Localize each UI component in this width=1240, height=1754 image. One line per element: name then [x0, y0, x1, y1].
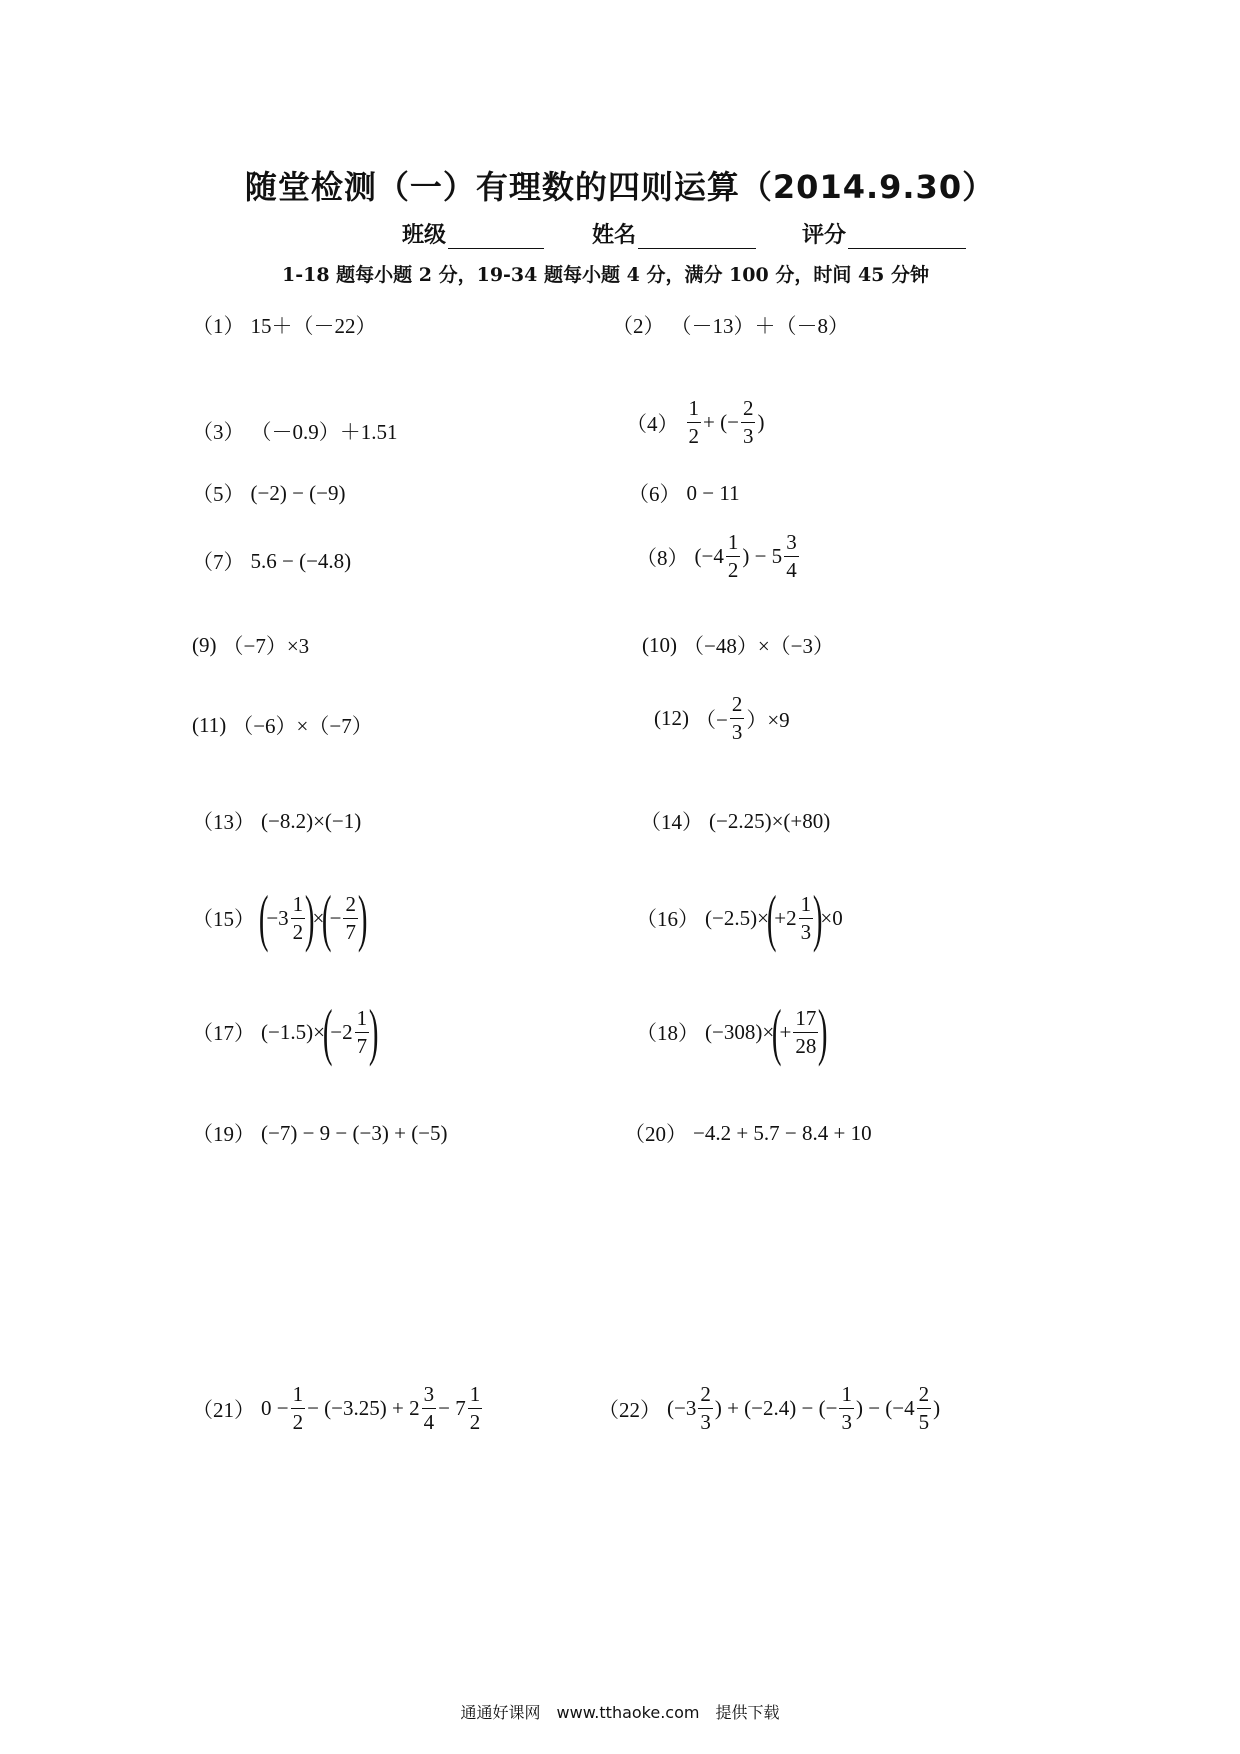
expression-part: ）×9 — [746, 707, 790, 732]
problem-13 — [192, 806, 361, 836]
problem-22 — [598, 1384, 940, 1433]
name-blank[interactable] — [638, 224, 756, 249]
expression-part: − — [329, 905, 342, 930]
right-paren: ) — [812, 882, 823, 953]
left-paren: ( — [766, 882, 777, 953]
problem-number: （20） — [624, 1122, 687, 1146]
expression: （−48）×（−3） — [683, 634, 835, 658]
fraction: $\frac{2}{3}$ — [742, 396, 754, 448]
problem-11 — [192, 710, 373, 740]
expression: −4.2 + 5.7 − 8.4 + 10 — [693, 1120, 872, 1145]
problem-number: （21） — [192, 1397, 255, 1422]
problem-5 — [192, 478, 346, 508]
problem-number: （2） — [612, 314, 665, 338]
expression-part: ) − (−4 — [855, 1396, 915, 1420]
fraction: $\frac{3}{4}$ — [423, 1382, 435, 1434]
expression: (−2) − (−9) — [250, 480, 346, 505]
problem-2 — [612, 310, 849, 340]
fraction: $\frac{1}{2}$ — [292, 1382, 304, 1434]
problem-20 — [624, 1118, 872, 1148]
problem-number: （4） — [626, 411, 679, 436]
problem-number: （3） — [192, 420, 245, 444]
expression: (−8.2)×(−1) — [261, 808, 362, 833]
problem-17 — [192, 996, 379, 1067]
page-title: 随堂检测（一）有理数的四则运算（2014.9.30） — [244, 168, 996, 206]
expression-part: (−308)× — [705, 1019, 775, 1044]
name-label: 姓名 — [592, 223, 637, 248]
right-paren: ) — [305, 882, 315, 953]
expression-part: （− — [695, 707, 728, 732]
expression: 15＋（－22） — [250, 314, 377, 338]
problem-number: (11) — [192, 712, 227, 737]
left-paren: ( — [772, 996, 782, 1067]
problem-number: (12) — [654, 706, 689, 730]
expression: 5.6 − (−4.8) — [250, 548, 352, 573]
fraction: $\frac{1}{2}$ — [292, 891, 304, 944]
class-field — [402, 218, 544, 249]
problem-number: （22） — [598, 1397, 661, 1422]
fraction: $\frac{17}{28}$ — [795, 1005, 817, 1058]
fraction: $\frac{1}{2}$ — [469, 1382, 481, 1434]
problem-16 — [636, 882, 843, 953]
right-paren: ) — [368, 996, 379, 1067]
expression-part: (−2.5)× — [705, 905, 769, 930]
fraction: $\frac{1}{2}$ — [727, 530, 739, 582]
expression-part: (−1.5)× — [261, 1019, 325, 1044]
expression-part: ) + (−2.4) − (− — [714, 1396, 838, 1420]
problem-number: （7） — [192, 550, 245, 574]
problem-15 — [192, 882, 368, 953]
expression-part: 0 − — [261, 1396, 289, 1420]
problem-8 — [636, 532, 801, 581]
problem-18 — [636, 996, 828, 1067]
score-blank[interactable] — [848, 224, 966, 249]
expression: (−2.25)×(+80) — [709, 808, 831, 833]
problem-9 — [192, 630, 309, 660]
problem-number: （19） — [192, 1122, 255, 1146]
problem-12 — [654, 694, 790, 743]
problem-14 — [640, 806, 830, 836]
expression-part: ) − 5 — [742, 544, 783, 568]
problem-number: （16） — [636, 907, 699, 931]
name-field — [592, 218, 756, 249]
problem-number: （14） — [640, 810, 703, 834]
fraction: $\frac{2}{3}$ — [700, 1382, 711, 1434]
fraction: $\frac{1}{2}$ — [688, 396, 699, 448]
expression: （−6）×（−7） — [232, 714, 373, 738]
operator: + (− — [703, 410, 739, 434]
left-paren: ( — [322, 882, 332, 953]
left-paren: ( — [258, 882, 269, 953]
problem-number: (10) — [642, 632, 677, 657]
expression-part: ×0 — [820, 905, 843, 930]
right-paren: ) — [357, 882, 368, 953]
score-label: 评分 — [802, 223, 847, 248]
expression-part: (−4 — [694, 544, 724, 568]
expression-part: (−3 — [667, 1396, 697, 1420]
problem-number: (9) — [192, 632, 217, 657]
expression-part: ) — [933, 1396, 941, 1420]
problem-number: （5） — [192, 482, 245, 506]
expression: 0 − 11 — [686, 480, 740, 505]
fraction: $\frac{2}{3}$ — [731, 692, 743, 744]
problem-4 — [626, 398, 764, 447]
fraction: $\frac{1}{7}$ — [356, 1005, 368, 1058]
problem-10 — [642, 630, 834, 660]
expression-part: + — [779, 1019, 792, 1044]
problem-number: （13） — [192, 810, 255, 834]
problem-number: （1） — [192, 314, 245, 338]
expression: (−7) − 9 − (−3) + (−5) — [261, 1120, 448, 1145]
expression-part: − 7 — [438, 1396, 466, 1420]
problem-21 — [192, 1384, 484, 1433]
expression-part: +2 — [774, 905, 797, 930]
footer-source: 通通好课网 www.tthaoke.com 提供下载 — [460, 1703, 780, 1722]
problem-19 — [192, 1118, 448, 1148]
problem-1 — [192, 310, 377, 340]
score-field — [802, 218, 966, 249]
expression-part: −2 — [330, 1019, 353, 1044]
expression: （−7）×3 — [222, 634, 310, 658]
class-label: 班级 — [402, 223, 447, 248]
scoring-rules: 1-18 题每小题 2 分，19-34 题每小题 4 分，满分 100 分，时间 45 分钟 — [282, 264, 930, 286]
problem-number: （15） — [192, 907, 255, 931]
problem-7 — [192, 546, 351, 576]
fraction: $\frac{3}{4}$ — [786, 530, 797, 582]
class-blank[interactable] — [448, 224, 544, 249]
fraction: $\frac{2}{5}$ — [918, 1382, 930, 1434]
fraction: $\frac{1}{3}$ — [800, 891, 812, 944]
problem-number: （6） — [628, 482, 681, 506]
paren: ) — [757, 410, 765, 434]
fraction: $\frac{1}{3}$ — [841, 1382, 852, 1434]
expression-part: −3 — [266, 905, 289, 930]
expression-part: − (−3.25) + 2 — [307, 1396, 420, 1420]
problem-3 — [192, 416, 398, 446]
times-sign: × — [312, 905, 325, 930]
expression: （－0.9）＋1.51 — [250, 420, 398, 444]
expression: （－13）＋（－8） — [670, 314, 849, 338]
problem-number: （8） — [636, 545, 689, 570]
left-paren: ( — [322, 996, 333, 1067]
fraction: $\frac{2}{7}$ — [345, 891, 356, 944]
problem-number: （17） — [192, 1021, 255, 1045]
right-paren: ) — [818, 996, 828, 1067]
problem-6 — [628, 478, 740, 508]
problem-number: （18） — [636, 1021, 699, 1045]
